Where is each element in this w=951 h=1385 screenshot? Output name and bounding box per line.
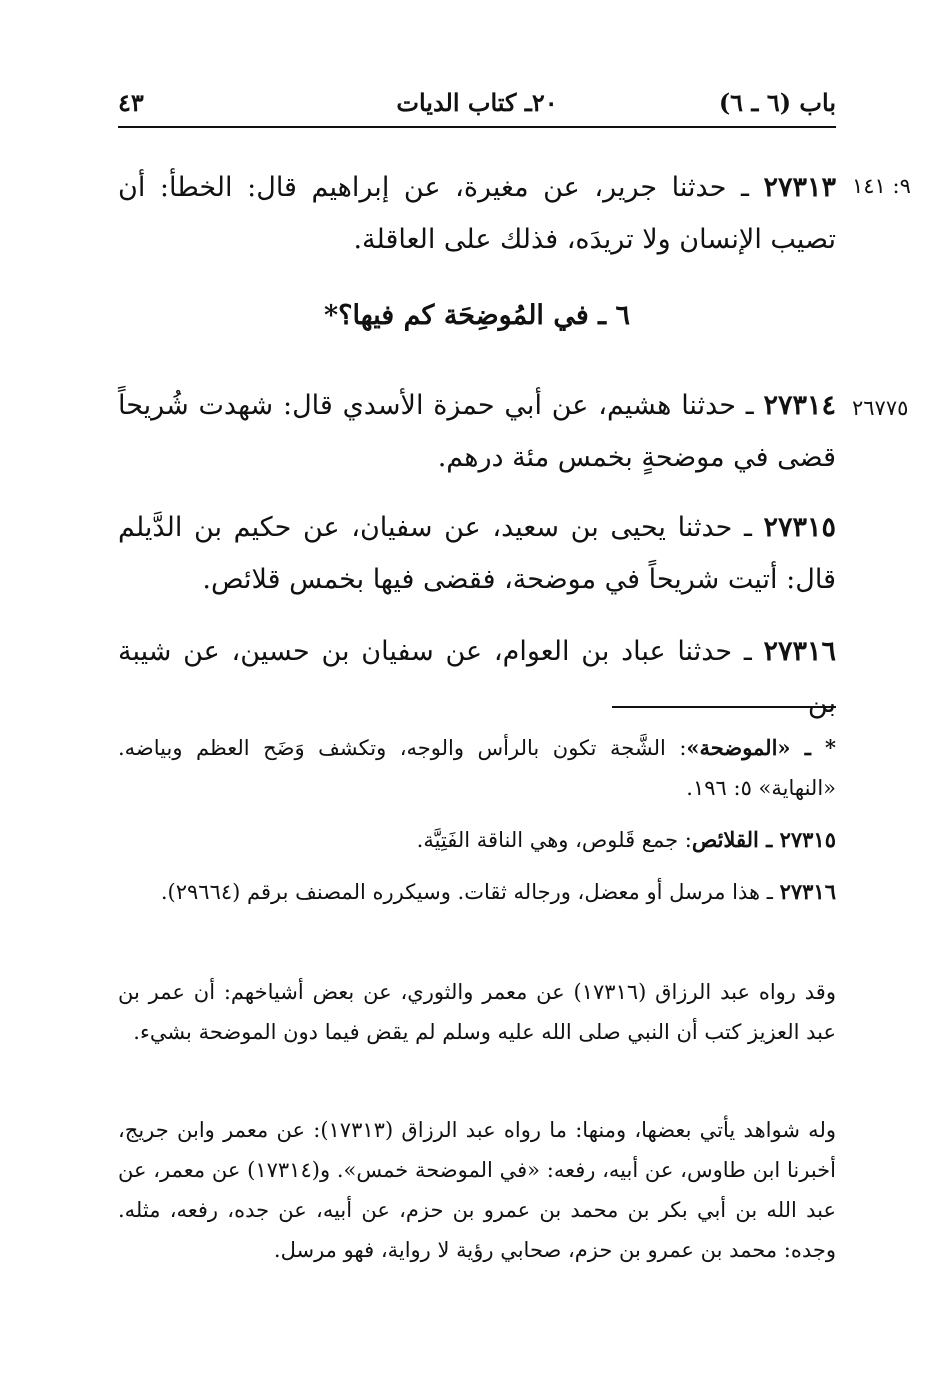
footnote-text: : جمع قَلوص، وهي الناقة الفَتِيَّة.	[416, 828, 692, 852]
footnote-text: ـ هذا مرسل أو معضل، ورجاله ثقات. وسيكرره المصنف برقم (٢٩٦٦٤).	[160, 880, 780, 904]
hadith-text: ـ حدثنا عباد بن العوام، عن سفيان بن حسين، عن شيبة بن	[118, 636, 836, 719]
footnote	[118, 728, 836, 808]
page-header	[118, 86, 836, 128]
hadith-number: ٢٧٣١٥	[763, 512, 836, 543]
book-title: ٢٠ـ كتاب الديات	[396, 88, 558, 117]
margin-reference: ٢٦٧٧٥	[852, 396, 909, 420]
hadith-paragraph	[118, 502, 836, 606]
footnote	[118, 820, 836, 860]
hadith-paragraph	[118, 162, 836, 266]
hadith-text: ـ حدثنا جرير، عن مغيرة، عن إبراهيم قال: الخطأ: أن تصيب الإنسان ولا تريدَه، فذلك على العاقلة.	[118, 172, 836, 255]
footnote	[118, 1110, 836, 1270]
hadith-number: ٢٧٣١٤	[763, 390, 836, 421]
hadith-text: ـ حدثنا هشيم، عن أبي حمزة الأسدي قال: شهدت شُريحاً قضى في موضحةٍ بخمس مئة درهم.	[118, 390, 836, 473]
margin-reference: ٩: ١٤١	[852, 174, 911, 198]
hadith-paragraph	[118, 626, 836, 730]
footnote	[118, 972, 836, 1052]
footnote-label: ٢٧٣١٥ ـ القلائص	[691, 827, 836, 852]
hadith-number: ٢٧٣١٦	[763, 636, 836, 667]
page-number: ٤٣	[118, 88, 144, 117]
hadith-paragraph	[118, 380, 836, 484]
hadith-text: ـ حدثنا يحيى بن سعيد، عن سفيان، عن حكيم بن الدَّيلم قال: أتيت شريحاً في موضحة، فقضى فيها بخمس قلائص.	[118, 512, 836, 595]
footnote	[118, 872, 836, 912]
footnote-separator	[612, 706, 836, 708]
section-title: ٦ ـ في المُوضِحَة كم فيها؟*	[324, 300, 630, 331]
chapter-heading: باب (٦ ـ ٦)	[718, 88, 836, 117]
footnote-label: * ـ «الموضحة»	[686, 735, 837, 760]
footnote-text: : الشَّجة تكون بالرأس والوجه، وتكشف وَضَح العظم وبياضه. «النهاية» ٥: ١٩٦.	[118, 736, 836, 800]
footnote-text: وله شواهد يأتي بعضها، ومنها: ما رواه عبد الرزاق (١٧٣١٣): عن معمر وابن جريج، أخبرنا ابن طاوس، عن أبيه، رفعه: «في الموضحة خمس». و(١٧٣١٤) عن معمر، عن عبد الله بن أبي بكر بن محمد بن عمرو بن حزم، عن أبيه، عن جده، رفعه، مثله. وجده: محمد بن عمرو بن حزم، صحابي رؤية لا رواية، فهو مرسل.	[118, 1118, 836, 1262]
footnote-label: ٢٧٣١٦	[779, 879, 836, 904]
hadith-number: ٢٧٣١٣	[763, 172, 836, 203]
footnote-text: وقد رواه عبد الرزاق (١٧٣١٦) عن معمر والثوري، عن بعض أشياخهم: أن عمر بن عبد العزيز كتب أن النبي صلى الله عليه وسلم لم يقض فيما دون الموضحة بشيء.	[118, 980, 836, 1044]
